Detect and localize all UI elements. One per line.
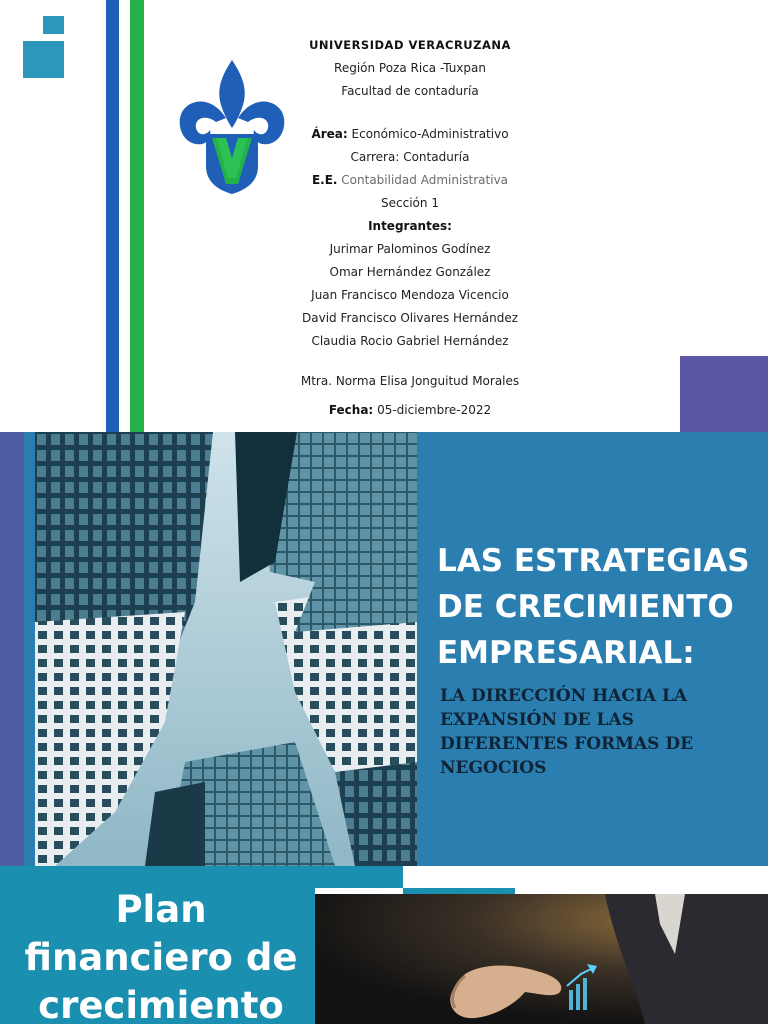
date-line bbox=[280, 403, 540, 417]
plan-title-line: Plan bbox=[115, 888, 207, 931]
financial-plan-slide bbox=[0, 866, 768, 1024]
teacher: Mtra. Norma Elisa Jonguitud Morales bbox=[300, 374, 520, 388]
member-name: David Francisco Olivares Hernández bbox=[302, 311, 518, 325]
region: Región Poza Rica -Tuxpan bbox=[334, 61, 486, 75]
decor-square-small bbox=[43, 16, 64, 34]
area-label: Área: bbox=[311, 127, 348, 141]
member-name: Juan Francisco Mendoza Vicencio bbox=[311, 288, 509, 302]
skyscrapers-photo bbox=[35, 432, 417, 866]
business-hand-photo bbox=[315, 894, 768, 1024]
green-stripe bbox=[130, 0, 144, 432]
member-name: Claudia Rocio Gabriel Hernández bbox=[311, 334, 509, 348]
cover-slide bbox=[0, 0, 768, 432]
ee-value: Contabilidad Administrativa bbox=[341, 173, 509, 187]
date-label: Fecha: bbox=[328, 403, 374, 417]
faculty: Facultad de contaduría bbox=[341, 84, 479, 98]
career: Carrera: Contaduría bbox=[350, 150, 470, 164]
ee-line bbox=[280, 173, 540, 187]
plan-title-line: crecimiento bbox=[38, 984, 284, 1024]
date-value: 05-diciembre-2022 bbox=[377, 403, 492, 417]
area-value: Económico-Administrativo bbox=[351, 127, 509, 141]
decor-square-large bbox=[23, 41, 64, 78]
decor-purple-block bbox=[680, 356, 768, 432]
members-label: Integrantes: bbox=[368, 219, 452, 233]
area-line bbox=[280, 127, 540, 141]
strategies-slide bbox=[0, 432, 768, 866]
blue-stripe bbox=[106, 0, 119, 432]
member-name: Jurimar Palominos Godínez bbox=[329, 242, 491, 256]
section: Sección 1 bbox=[381, 196, 439, 210]
strategies-title: LAS ESTRATEGIAS DE CRECIMIENTO EMPRESARIAL: bbox=[437, 543, 750, 671]
ee-label: E.E. bbox=[311, 173, 338, 187]
uv-flor-de-lis-logo bbox=[176, 58, 288, 196]
plan-title bbox=[0, 886, 322, 1024]
university-name: UNIVERSIDAD VERACRUZANA bbox=[309, 38, 511, 52]
strategies-subtitle: LA DIRECCIÓN HACIA LA EXPANSIÓN DE LAS DIFERENTES FORMAS DE NEGOCIOS bbox=[440, 686, 694, 778]
plan-title-line: financiero de bbox=[24, 936, 298, 979]
member-name: Omar Hernández González bbox=[329, 265, 491, 279]
decor-teal-band bbox=[315, 866, 403, 888]
decor-left-bar bbox=[0, 432, 24, 866]
